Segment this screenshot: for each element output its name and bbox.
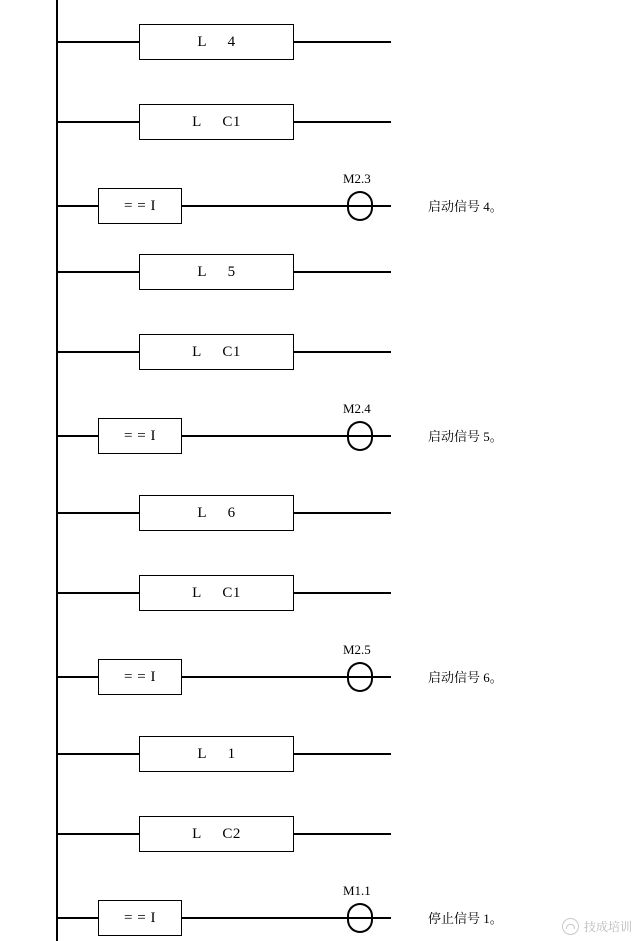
rung-1-instruction-box[interactable]: L 4	[139, 24, 294, 60]
rung-10-instruction-box[interactable]: L 1	[139, 736, 294, 772]
rung-3-note: 启动信号 4。	[428, 199, 503, 214]
rung-5-instruction-box[interactable]: L C1	[139, 334, 294, 370]
left-power-rail	[56, 0, 58, 941]
umbrella-circle-icon	[562, 918, 579, 935]
rung-3-coil-label: M2.3	[343, 171, 371, 186]
rung-6-compare-box[interactable]: = = I	[98, 418, 182, 454]
rung-9-compare-box[interactable]: = = I	[98, 659, 182, 695]
rung-12-coil-label: M1.1	[343, 883, 371, 898]
watermark-text: 技成培训	[583, 920, 632, 934]
rung-7-instruction-box[interactable]: L 6	[139, 495, 294, 531]
rung-6-coil-label: M2.4	[343, 401, 371, 416]
rung-9-note: 启动信号 6。	[428, 670, 503, 685]
rung-3-compare-box[interactable]: = = I	[98, 188, 182, 224]
rung-6-coil[interactable]	[347, 421, 373, 451]
watermark	[562, 918, 632, 935]
rung-11-instruction-box[interactable]: L C2	[139, 816, 294, 852]
rung-12-note: 停止信号 1。	[428, 911, 503, 926]
rung-4-instruction-box[interactable]: L 5	[139, 254, 294, 290]
rung-12-compare-box[interactable]: = = I	[98, 900, 182, 936]
rung-2-instruction-box[interactable]: L C1	[139, 104, 294, 140]
rung-8-instruction-box[interactable]: L C1	[139, 575, 294, 611]
rung-3-coil[interactable]	[347, 191, 373, 221]
rung-9-coil[interactable]	[347, 662, 373, 692]
rung-6-note: 启动信号 5。	[428, 429, 503, 444]
rung-12-coil[interactable]	[347, 903, 373, 933]
rung-9-coil-label: M2.5	[343, 642, 371, 657]
